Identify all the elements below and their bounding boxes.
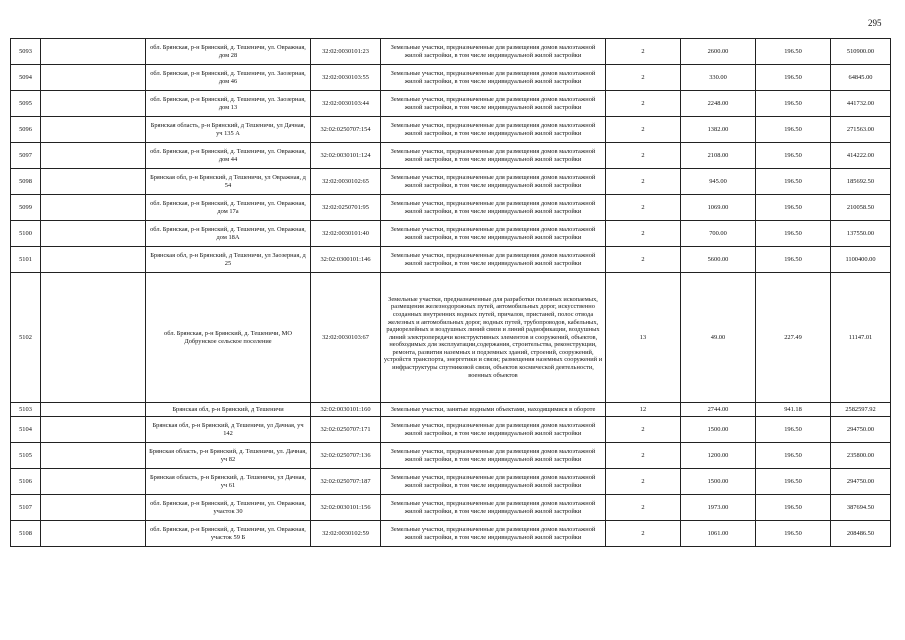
land-use-cell: Земельные участки, занятые водными объектами, находящимися в обороте [381,403,606,417]
land-use-cell: Земельные участки, предназначенные для размещения домов малоэтажной жилой застройки, в том числе индивидуальной жилой застройки [381,39,606,65]
row-number-cell: 5093 [11,39,41,65]
blank-cell [41,195,146,221]
unit-value-cell: 196.50 [756,195,831,221]
cadastral-number-cell: 32:02:0250707:187 [311,469,381,495]
land-use-cell: Земельные участки, предназначенные для размещения домов малоэтажной жилой застройки, в том числе индивидуальной жилой застройки [381,221,606,247]
address-cell: Брянская обл, р-н Брянский, д Тешеничи [146,403,311,417]
cadastral-number-cell: 32:02:0030103:44 [311,91,381,117]
land-use-cell: Земельные участки, предназначенные для размещения домов малоэтажной жилой застройки, в том числе индивидуальной жилой застройки [381,417,606,443]
page-number: 295 [868,18,882,28]
row-number-cell: 5094 [11,65,41,91]
address-cell: Брянская обл, р-н Брянский, д Тешеничи, ул Дачная, уч 142 [146,417,311,443]
blank-cell [41,143,146,169]
cadastral-number-cell: 32:02:0250701:95 [311,195,381,221]
cadastral-number-cell: 32:02:0030101:156 [311,495,381,521]
area-cell: 2108.00 [681,143,756,169]
use-group-cell: 2 [606,247,681,273]
area-cell: 1061.00 [681,521,756,547]
address-cell: обл. Брянская, р-н Брянский, д. Тешеничи, ул. Заозерная, дом 46 [146,65,311,91]
cadastral-number-cell: 32:02:0030102:59 [311,521,381,547]
cadastral-number-cell: 32:02:0250707:171 [311,417,381,443]
cadastral-number-cell: 32:02:0030103:67 [311,273,381,403]
land-use-cell: Земельные участки, предназначенные для размещения домов малоэтажной жилой застройки, в том числе индивидуальной жилой застройки [381,195,606,221]
address-cell: обл. Брянская, р-н Брянский, д. Тешеничи, ул. Овражная, участок 59 Б [146,521,311,547]
area-cell: 1200.00 [681,443,756,469]
cadastral-value-cell: 11147.01 [831,273,891,403]
land-use-cell: Земельные участки, предназначенные для размещения домов малоэтажной жилой застройки, в том числе индивидуальной жилой застройки [381,169,606,195]
area-cell: 2248.00 [681,91,756,117]
area-cell: 2744.00 [681,403,756,417]
row-number-cell: 5104 [11,417,41,443]
blank-cell [41,91,146,117]
cadastral-value-cell: 294750.00 [831,417,891,443]
blank-cell [41,117,146,143]
table-row [11,169,891,195]
address-cell: обл. Брянская, р-н Брянский, д. Тешеничи, ул. Овражная, участок 30 [146,495,311,521]
blank-cell [41,65,146,91]
area-cell: 1382.00 [681,117,756,143]
blank-cell [41,495,146,521]
cadastral-value-cell: 137550.00 [831,221,891,247]
cadastral-value-cell: 441732.00 [831,91,891,117]
land-use-cell: Земельные участки, предназначенные для размещения домов малоэтажной жилой застройки, в том числе индивидуальной жилой застройки [381,117,606,143]
use-group-cell: 2 [606,221,681,247]
use-group-cell: 2 [606,443,681,469]
row-number-cell: 5097 [11,143,41,169]
unit-value-cell: 196.50 [756,247,831,273]
cadastral-value-cell: 294750.00 [831,469,891,495]
table-row [11,195,891,221]
table-body [11,39,891,547]
cadastral-value-cell: 1100400.00 [831,247,891,273]
table-row [11,65,891,91]
row-number-cell: 5099 [11,195,41,221]
use-group-cell: 2 [606,495,681,521]
table-row [11,91,891,117]
table-row [11,117,891,143]
cadastral-number-cell: 32:02:0030101:160 [311,403,381,417]
cadastral-number-cell: 32:02:0030102:65 [311,169,381,195]
cadastral-number-cell: 32:02:0030103:55 [311,65,381,91]
row-number-cell: 5108 [11,521,41,547]
table-row [11,39,891,65]
cadastral-value-cell: 2582597.92 [831,403,891,417]
area-cell: 49.00 [681,273,756,403]
cadastral-value-cell: 208486.50 [831,521,891,547]
cadastral-value-cell: 235800.00 [831,443,891,469]
use-group-cell: 2 [606,39,681,65]
area-cell: 5600.00 [681,247,756,273]
cadastral-number-cell: 32:02:0030101:124 [311,143,381,169]
table-row [11,273,891,403]
row-number-cell: 5107 [11,495,41,521]
blank-cell [41,169,146,195]
cadastral-number-cell: 32:02:0250707:154 [311,117,381,143]
table-row [11,247,891,273]
unit-value-cell: 196.50 [756,117,831,143]
use-group-cell: 2 [606,521,681,547]
unit-value-cell: 196.50 [756,91,831,117]
blank-cell [41,273,146,403]
row-number-cell: 5096 [11,117,41,143]
table-row [11,221,891,247]
address-cell: обл. Брянская, р-н Брянский, д. Тешеничи, ул. Овражная, дом 18А [146,221,311,247]
blank-cell [41,443,146,469]
row-number-cell: 5105 [11,443,41,469]
unit-value-cell: 196.50 [756,39,831,65]
land-use-cell: Земельные участки, предназначенные для размещения домов малоэтажной жилой застройки, в том числе индивидуальной жилой застройки [381,443,606,469]
unit-value-cell: 196.50 [756,417,831,443]
use-group-cell: 2 [606,117,681,143]
land-use-cell: Земельные участки, предназначенные для размещения домов малоэтажной жилой застройки, в том числе индивидуальной жилой застройки [381,65,606,91]
area-cell: 330.00 [681,65,756,91]
unit-value-cell: 196.50 [756,495,831,521]
row-number-cell: 5106 [11,469,41,495]
area-cell: 1500.00 [681,417,756,443]
cadastral-number-cell: 32:02:0030101:23 [311,39,381,65]
area-cell: 1973.00 [681,495,756,521]
use-group-cell: 12 [606,403,681,417]
address-cell: Брянская область, р-н Брянский, д. Тешеничи, ул Дачная, уч 61 [146,469,311,495]
unit-value-cell: 196.50 [756,521,831,547]
land-use-cell: Земельные участки, предназначенные для разработки полезных ископаемых, размещения железнодорожных путей, автомобильных дорог, искусственно созданных внутренних водных путей, причалов, пристаней, полос отвода железных и автомобильных дорог, водных путей, трубопроводов, кабельных, радиорелейных и воздушных линий связи и линий радиофикации, воздушных линий электропередачи конструктивных элементов и сооружений, объектов, необходимых для эксплуатации,содержания, строительства, реконструкции, ремонта, развития наземных и подземных зданий, строений, сооружений, устройств транспорта, энергетики и связи; размещения наземных сооружений и инфраструктуры спутниковой связи, объектов космической деятельности, военных объектов [381,273,606,403]
row-number-cell: 5095 [11,91,41,117]
land-use-cell: Земельные участки, предназначенные для размещения домов малоэтажной жилой застройки, в том числе индивидуальной жилой застройки [381,495,606,521]
blank-cell [41,521,146,547]
area-cell: 945.00 [681,169,756,195]
unit-value-cell: 196.50 [756,143,831,169]
row-number-cell: 5098 [11,169,41,195]
unit-value-cell: 941.18 [756,403,831,417]
row-number-cell: 5102 [11,273,41,403]
use-group-cell: 2 [606,417,681,443]
use-group-cell: 2 [606,65,681,91]
blank-cell [41,39,146,65]
unit-value-cell: 196.50 [756,221,831,247]
address-cell: Брянская область, р-н Брянский, д Тешеничи, ул Дачная, уч 135 А [146,117,311,143]
use-group-cell: 2 [606,469,681,495]
area-cell: 700.00 [681,221,756,247]
blank-cell [41,247,146,273]
address-cell: обл. Брянская, р-н Брянский, д. Тешеничи, МО Добрунское сельское поселение [146,273,311,403]
address-cell: обл. Брянская, р-н Брянский, д. Тешеничи, ул. Овражная, дом 17а [146,195,311,221]
cadastral-value-cell: 185692.50 [831,169,891,195]
cadastral-value-cell: 271563.00 [831,117,891,143]
blank-cell [41,469,146,495]
unit-value-cell: 227.49 [756,273,831,403]
table-row [11,495,891,521]
land-use-cell: Земельные участки, предназначенные для размещения домов малоэтажной жилой застройки, в том числе индивидуальной жилой застройки [381,143,606,169]
land-plot-table [10,38,891,547]
address-cell: Брянская область, р-н Брянский, д. Тешеничи, ул. Дачная, уч 82 [146,443,311,469]
cadastral-value-cell: 387694.50 [831,495,891,521]
table-row [11,469,891,495]
use-group-cell: 13 [606,273,681,403]
address-cell: обл. Брянская, р-н Брянский, д. Тешеничи, ул. Овражная, дом 28 [146,39,311,65]
unit-value-cell: 196.50 [756,443,831,469]
blank-cell [41,221,146,247]
row-number-cell: 5101 [11,247,41,273]
table-row [11,417,891,443]
cadastral-value-cell: 414222.00 [831,143,891,169]
table-row [11,443,891,469]
area-cell: 1069.00 [681,195,756,221]
table-row [11,521,891,547]
unit-value-cell: 196.50 [756,469,831,495]
table-row [11,143,891,169]
use-group-cell: 2 [606,169,681,195]
land-use-cell: Земельные участки, предназначенные для размещения домов малоэтажной жилой застройки, в том числе индивидуальной жилой застройки [381,247,606,273]
cadastral-value-cell: 64845.00 [831,65,891,91]
cadastral-number-cell: 32:02:0300101:146 [311,247,381,273]
use-group-cell: 2 [606,195,681,221]
use-group-cell: 2 [606,91,681,117]
unit-value-cell: 196.50 [756,169,831,195]
row-number-cell: 5100 [11,221,41,247]
unit-value-cell: 196.50 [756,65,831,91]
land-use-cell: Земельные участки, предназначенные для размещения домов малоэтажной жилой застройки, в том числе индивидуальной жилой застройки [381,91,606,117]
table-row [11,403,891,417]
blank-cell [41,403,146,417]
address-cell: обл. Брянская, р-н Брянский, д. Тешеничи, ул. Заозерная, дом 13 [146,91,311,117]
land-use-cell: Земельные участки, предназначенные для размещения домов малоэтажной жилой застройки, в том числе индивидуальной жилой застройки [381,469,606,495]
area-cell: 2600.00 [681,39,756,65]
address-cell: обл. Брянская, р-н Брянский, д. Тешеничи, ул. Овражная, дом 44 [146,143,311,169]
blank-cell [41,417,146,443]
cadastral-number-cell: 32:02:0250707:136 [311,443,381,469]
address-cell: Брянская обл, р-н Брянский, д Тешеничи, ул Заозерная, д 25 [146,247,311,273]
use-group-cell: 2 [606,143,681,169]
cadastral-number-cell: 32:02:0030101:40 [311,221,381,247]
land-use-cell: Земельные участки, предназначенные для размещения домов малоэтажной жилой застройки, в том числе индивидуальной жилой застройки [381,521,606,547]
area-cell: 1500.00 [681,469,756,495]
address-cell: Брянская обл, р-н Брянский, д Тешеничи, ул Овражная, д 54 [146,169,311,195]
cadastral-value-cell: 210058.50 [831,195,891,221]
cadastral-value-cell: 510900.00 [831,39,891,65]
row-number-cell: 5103 [11,403,41,417]
